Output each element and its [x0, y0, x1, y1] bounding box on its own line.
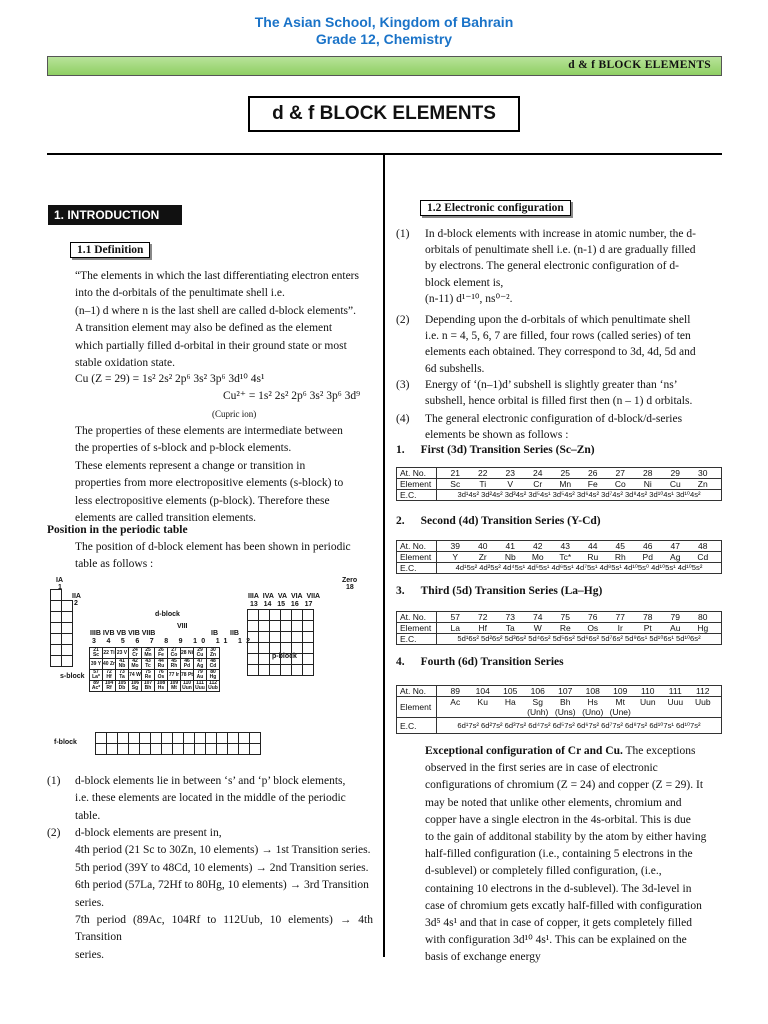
- right-list-line: Depending upon the d-orbitals of which penultimate shell: [425, 314, 691, 326]
- series-cell: 77: [615, 612, 625, 622]
- series-ec-values: 4d¹5s² 4d²5s² 4d⁴5s¹ 4d⁵5s¹ 4d⁶5s¹ 4d⁷5s¹ 4d⁸5s¹ 4d¹⁰5s⁰ 4d¹⁰5s¹ 4d¹⁰5s²: [437, 563, 722, 574]
- pt-d-cell: 74 W: [129, 670, 142, 681]
- pt-d-cell: 105 Db: [116, 681, 129, 692]
- series-ec-values: 6d¹7s² 6d²7s² 6d³7s² 6d⁴7s² 6d⁵7s² 6d⁶7s² 6d⁷7s² 6d⁸7s² 6d¹⁰7s¹ 6d¹⁰7s²: [437, 718, 722, 734]
- series-cell: 76: [588, 612, 598, 622]
- exceptional-line-rest: The exceptions: [622, 745, 696, 757]
- series-table: [396, 685, 722, 734]
- series-cell: Bh: [560, 697, 571, 707]
- pt-s-grid: [50, 589, 73, 667]
- series-cell: 57: [450, 612, 460, 622]
- electronic-config-heading: 1.2 Electronic configuration: [420, 200, 571, 216]
- series-row-label: E.C.: [397, 634, 437, 645]
- pt-ia: IA: [56, 577, 63, 584]
- right-list-number: (4): [396, 413, 410, 425]
- series-cell: Zn: [697, 479, 708, 489]
- pt-d-cell: 40 Zr: [103, 659, 116, 670]
- series-row-values: [437, 468, 722, 479]
- series-row-label: At. No.: [397, 612, 437, 623]
- left-list-line: 4th period (21 Sc to 30Zn, 10 elements) → 1st Transition series.: [75, 844, 371, 857]
- series-heading: [396, 444, 595, 456]
- left-list-number: (2): [47, 827, 61, 839]
- series-cell: Rh: [614, 552, 626, 562]
- series-cell: 47: [670, 541, 680, 551]
- series-cell: 75: [560, 612, 570, 622]
- right-list-line: Energy of ‘(n–1)d’ subshell is slightly greater than ‘ns’: [425, 379, 678, 391]
- series-cell: 73: [505, 612, 515, 622]
- series-cell: Pd: [642, 552, 653, 562]
- left-list-line: 6th period (57La, 72Hf to 80Hg, 10 elements) → 3rd Transition: [75, 879, 369, 892]
- series-cell: V: [507, 479, 514, 489]
- pt-d-cell: 48 Cd: [207, 659, 220, 670]
- pt-1: 1: [58, 584, 62, 591]
- series-cell: 74: [533, 612, 543, 622]
- exceptional-line: copper have a single electron in the 4s-orbital. This is due: [425, 813, 691, 826]
- series-cell: Tc*: [559, 552, 572, 562]
- series-row-label: Element: [397, 479, 437, 490]
- right-list-text: [425, 411, 722, 443]
- series-cell: 23: [505, 468, 515, 478]
- pt-d-cell: 108 Hs: [155, 681, 168, 692]
- pt-iia: IIA: [72, 593, 81, 600]
- pt-d-cell: 72 Hf: [103, 670, 116, 681]
- series-title: First (3d) Transition Series (Sc–Zn): [420, 444, 595, 456]
- right-list-text: [425, 377, 722, 409]
- series-cell: Fe: [587, 479, 598, 489]
- pt-groups: [250, 601, 312, 608]
- pt-d-cell: 21 Sc: [90, 648, 103, 659]
- pt-f-grid: [95, 732, 261, 755]
- pt-d-cell: 73 Ta: [116, 670, 129, 681]
- left-list-text: [75, 773, 373, 825]
- series-cell: Sg: [532, 697, 543, 707]
- pt-iiia: [248, 593, 320, 600]
- exceptional-line: containing 10 electrons in the d-sublevel). The 3d-level in: [425, 882, 692, 895]
- series-row-values: [437, 552, 722, 563]
- series-cell: Pt: [643, 623, 652, 633]
- series-row-label: Element: [397, 697, 437, 718]
- series-cell: Ac: [450, 697, 461, 707]
- right-list-text: [425, 312, 722, 377]
- series-cell: 109: [613, 686, 628, 696]
- definition-line: (n–1) d where n is the last shell are called d-block elements”.: [75, 304, 357, 317]
- series-number: 4.: [396, 656, 405, 668]
- pt-g13: 13: [250, 601, 258, 608]
- series-cell: Cu: [669, 479, 681, 489]
- series-row-label: Element: [397, 623, 437, 634]
- series-cell: 40: [478, 541, 488, 551]
- properties-line: These elements represent a change or transition in: [75, 459, 306, 472]
- exceptional-line: half-filled configuration (i.e., containing 5 electrons in the: [425, 848, 693, 861]
- pt-d-cell: 42 Mo: [129, 659, 142, 670]
- series-cell: Sc: [450, 479, 461, 489]
- series-cell: W: [533, 623, 542, 633]
- pt-2: 2: [74, 600, 78, 607]
- series-heading: [396, 656, 564, 668]
- section-introduction: 1. INTRODUCTION: [48, 205, 182, 225]
- series-cell: 41: [505, 541, 515, 551]
- series-ec-values: 5d¹6s² 5d²6s² 5d³6s² 5d⁴6s² 5d⁵6s² 5d⁶6s² 5d⁷6s² 5d⁹6s¹ 5d¹⁰6s¹ 5d¹⁰6s²: [437, 634, 722, 645]
- pt-viii: VIII: [177, 623, 188, 630]
- pt-d-cell: 22 Ti: [103, 648, 116, 659]
- left-list-line: 7th period (89Ac, 104Rf to 112Uub, 10 elements) → 4th Transition: [75, 914, 373, 944]
- left-list-text: [75, 825, 373, 964]
- pt-g15: 15: [277, 601, 286, 608]
- pt-d-cell: 29 Cu: [194, 648, 207, 659]
- left-list-line: d-block elements are present in,: [75, 827, 222, 839]
- pt-iiia-t: IIIA: [248, 593, 259, 600]
- left-list-line: table.: [75, 809, 101, 822]
- series-cell: Nb: [504, 552, 516, 562]
- exceptional-line: basis of exchange energy: [425, 951, 541, 964]
- series-cell: Mn: [559, 479, 572, 489]
- series-cell: Y: [452, 552, 459, 562]
- properties-line: The properties of these elements are intermediate between: [75, 425, 343, 437]
- definition-heading: 1.1 Definition: [70, 242, 150, 258]
- series-row-label: At. No.: [397, 541, 437, 552]
- series-heading: [396, 515, 601, 527]
- pt-d-cell: 47 Ag: [194, 659, 207, 670]
- series-cell: 29: [670, 468, 680, 478]
- pt-g17: 17: [304, 601, 313, 608]
- series-cell: Ku: [477, 697, 488, 707]
- pt-pblock: p-block: [272, 653, 297, 660]
- series-row-values: [437, 479, 722, 490]
- series-row-label: At. No.: [397, 686, 437, 697]
- pt-numbers: 3 4 5 6 7 8 9 10 11 12: [92, 638, 255, 645]
- series-cell: Ti: [479, 479, 487, 489]
- series-row-values: [437, 686, 722, 697]
- pt-d-cell: 30 Zn: [207, 648, 220, 659]
- pt-d-grid: [89, 647, 220, 692]
- exceptional-line: observed in the first series are in case of electronic: [425, 762, 658, 775]
- series-cell: 22: [478, 468, 488, 478]
- series-cell-alt: (Uno): [582, 707, 604, 717]
- series-cell: 89: [450, 686, 460, 696]
- series-cell: 107: [558, 686, 573, 696]
- series-cell: 26: [588, 468, 598, 478]
- series-cell: 78: [643, 612, 653, 622]
- series-row-label: Element: [397, 552, 437, 563]
- pt-d-cell: 27 Co: [168, 648, 181, 659]
- series-number: 1.: [396, 444, 405, 456]
- position-line: table as follows :: [75, 558, 154, 571]
- right-list-line: The general electronic configuration of d-block/d-series: [425, 413, 683, 425]
- series-cell: 21: [450, 468, 460, 478]
- exceptional-line: with configuration 3d¹⁰ 4s¹. This can be explained on the: [425, 934, 687, 947]
- series-cell: Uuu: [667, 697, 684, 707]
- properties-line: the properties of s-block and p-block elements.: [75, 442, 292, 455]
- series-title: Fourth (6d) Transition Series: [420, 656, 564, 668]
- grade-subject: Grade 12, Chemistry: [315, 31, 453, 47]
- position-text: [75, 539, 373, 574]
- pt-d-cell: 43 Tc: [142, 659, 155, 670]
- pt-d-cell: 76 Os: [155, 670, 168, 681]
- pt-d-cell: 104 Rf: [103, 681, 116, 692]
- column-divider: [383, 155, 385, 957]
- exceptional-line: configurations of chromium (Z = 24) and copper (Z = 29). It: [425, 779, 704, 792]
- series-row-values: [437, 697, 722, 718]
- definition-line: into the d-orbitals of the penultimate shell i.e.: [75, 287, 285, 300]
- pt-d-cell: 77 Ir: [168, 670, 181, 681]
- pt-d-cell: 39 Y: [90, 659, 103, 670]
- series-cell: Os: [587, 623, 599, 633]
- left-list-line: series.: [75, 948, 105, 961]
- series-cell: 106: [530, 686, 545, 696]
- pt-d-cell: 78 Pt: [181, 670, 194, 681]
- series-row-values: [437, 623, 722, 634]
- properties-text: [75, 423, 373, 527]
- right-list-line: block element is,: [425, 276, 504, 289]
- right-list-line: In d-block elements with increase in atomic number, the d-: [425, 228, 696, 240]
- series-cell: Zr: [478, 552, 487, 562]
- series-cell: Mo: [531, 552, 544, 562]
- series-cell: 48: [698, 541, 708, 551]
- series-cell: Mt: [615, 697, 625, 707]
- pt-d-cell: 109 Mt: [168, 681, 181, 692]
- series-cell: 104: [475, 686, 490, 696]
- pt-d-cell: 44 Ru: [155, 659, 168, 670]
- series-ec-values: 3d¹4s² 3d²4s² 3d³4s² 3d⁵4s¹ 3d⁵4s² 3d⁶4s² 3d⁷4s² 3d⁸4s² 3d¹⁰4s¹ 3d¹⁰4s²: [437, 490, 722, 501]
- pt-d-cell: 25 Mn: [142, 648, 155, 659]
- pt-d-cell: 46 Pd: [181, 659, 194, 670]
- position-heading: Position in the periodic table: [47, 524, 188, 536]
- series-cell: 72: [478, 612, 488, 622]
- series-cell: Ru: [587, 552, 599, 562]
- pt-d-cell: 106 Sg: [129, 681, 142, 692]
- series-title: Second (4d) Transition Series (Y-Cd): [420, 515, 601, 527]
- series-cell: Uun: [639, 697, 656, 707]
- series-cell: Hg: [697, 623, 709, 633]
- exceptional-config-text: [425, 743, 722, 967]
- series-cell: Cr: [533, 479, 543, 489]
- series-number: 2.: [396, 515, 405, 527]
- right-list-line: subshell, hence orbital is filled first then (n – 1) d orbitals.: [425, 395, 693, 408]
- series-cell: Re: [559, 623, 571, 633]
- definition-line: stable oxidation state.: [75, 357, 175, 370]
- pt-d-cell: 28 Ni: [181, 648, 194, 659]
- series-cell: Cd: [697, 552, 709, 562]
- pt-p-grid: [247, 609, 314, 676]
- pt-va-t: VA: [277, 593, 288, 600]
- pt-dblock: d-block: [155, 611, 180, 618]
- series-cell: 80: [698, 612, 708, 622]
- series-row-values: [437, 612, 722, 623]
- series-cell: Ta: [505, 623, 515, 633]
- series-cell-alt: (Unh): [527, 707, 549, 717]
- page-title: d & f BLOCK ELEMENTS: [248, 96, 520, 132]
- pt-iib: IIB: [230, 630, 239, 637]
- pt-d-cell: 26 Fe: [155, 648, 168, 659]
- pt-d-cell: 24 Cr: [129, 648, 142, 659]
- pt-iva-t: IVA: [262, 593, 274, 600]
- series-cell: 30: [698, 468, 708, 478]
- cupric-config: Cu²⁺ = 1s² 2s² 2p⁶ 3s² 3p⁶ 3d⁹: [223, 390, 361, 402]
- right-list-number: (3): [396, 379, 410, 391]
- right-list-line: 6d subshells.: [425, 362, 485, 375]
- right-list-line: orbitals of penultimate shell i.e. (n-1) d are gradually filled: [425, 244, 696, 257]
- series-cell: 45: [615, 541, 625, 551]
- pt-d-cell: 80 Hg: [207, 670, 220, 681]
- series-cell: 44: [588, 541, 598, 551]
- pt-d-cell: 41 Nb: [116, 659, 129, 670]
- properties-line: properties from more electropositive elements (s-block) to: [75, 477, 344, 490]
- series-cell: Hf: [478, 623, 487, 633]
- right-list-number: (2): [396, 314, 410, 326]
- pt-d-cell: 111 Uuu: [195, 680, 205, 691]
- exceptional-line: d-sublevel) or completely filled configuration, (i.e.,: [425, 865, 662, 878]
- exceptional-line: case of chromium gets excatly half-filled with configuration: [425, 899, 702, 912]
- right-list-number: (1): [396, 228, 410, 240]
- school-name: The Asian School, Kingdom of Bahrain: [254, 14, 514, 30]
- series-cell: Hs: [587, 697, 598, 707]
- properties-line: elements are called transition elements.: [75, 512, 257, 525]
- pt-d-cell: 45 Rh: [168, 659, 181, 670]
- cupric-label: (Cupric ion): [212, 409, 257, 419]
- series-row-label: E.C.: [397, 490, 437, 501]
- pt-d-cell: 75 Re: [142, 670, 155, 681]
- right-list-line: elements be shown as follows :: [425, 429, 569, 442]
- series-cell: Ir: [617, 623, 623, 633]
- pt-sblock: s-block: [60, 673, 85, 680]
- series-cell: 110: [640, 686, 655, 696]
- series-cell-alt: (Uns): [554, 707, 576, 717]
- pt-d-cell: 110 Uun: [182, 680, 192, 691]
- right-list-line: elements each obtained. They correspond to 3d, 4d, 5d and: [425, 346, 696, 359]
- pt-viia-t: VIIA: [306, 593, 321, 600]
- exceptional-line: to the gain of additonal stability by the atom by either having: [425, 831, 707, 844]
- pt-zero: Zero: [342, 577, 358, 584]
- right-list-line: by electrons. The general electronic configuration of d-: [425, 260, 679, 273]
- pt-d-cell: 107 Bh: [142, 681, 155, 692]
- pt-fblock: f-block: [54, 739, 77, 746]
- series-cell: 28: [643, 468, 653, 478]
- exceptional-line: [425, 743, 722, 760]
- series-title: Third (5d) Transition Series (La–Hg): [420, 585, 603, 597]
- series-cell: 27: [615, 468, 625, 478]
- series-cell: 46: [643, 541, 653, 551]
- series-cell: Co: [614, 479, 626, 489]
- series-cell: 42: [533, 541, 543, 551]
- series-cell: Ag: [670, 552, 681, 562]
- pt-d-cell: 57 La*: [90, 670, 103, 681]
- left-list-line: series.: [75, 896, 105, 909]
- series-heading: [396, 585, 602, 597]
- pt-ib: IB: [211, 630, 218, 637]
- left-list-number: (1): [47, 775, 61, 787]
- series-cell: Au: [670, 623, 681, 633]
- series-row-label: E.C.: [397, 563, 437, 574]
- series-table: [396, 467, 722, 501]
- series-cell: Ha: [504, 697, 516, 707]
- right-list-line: (n-11) d¹⁻¹⁰, ns⁰⁻².: [425, 292, 513, 305]
- series-cell: 43: [560, 541, 570, 551]
- pt-d-cell: 112 Uub: [208, 680, 218, 691]
- definition-line: “The elements in which the last differentiating electron enters: [75, 270, 359, 282]
- series-cell: 39: [450, 541, 460, 551]
- right-list-text: [425, 226, 722, 307]
- series-cell: Ni: [643, 479, 652, 489]
- chapter-band-label: d & f BLOCK ELEMENTS: [568, 59, 711, 71]
- series-cell: 112: [695, 686, 710, 696]
- definition-line: A transition element may also be defined as the element: [75, 322, 333, 335]
- series-table: [396, 540, 722, 574]
- pt-d-cell: 89 Ac*: [90, 681, 103, 692]
- series-number: 3.: [396, 585, 405, 597]
- series-cell: La: [450, 623, 460, 633]
- series-row-label: At. No.: [397, 468, 437, 479]
- series-cell: 108: [585, 686, 600, 696]
- exceptional-line: 3d⁵ 4s¹ and that in case of copper, it gets completely filled: [425, 917, 692, 930]
- pt-d-cell: 23 V: [116, 648, 129, 659]
- series-cell: 105: [503, 686, 518, 696]
- pt-via-t: VIA: [290, 593, 303, 600]
- position-line: The position of d-block element has been shown in periodic: [75, 541, 351, 553]
- definition-line: which partially filled d-orbital in their ground state or most: [75, 339, 347, 352]
- left-list-line: d-block elements lie in between ‘s’ and ‘p’ block elements,: [75, 775, 346, 787]
- series-row-values: [437, 541, 722, 552]
- pt-subgroups: IIIB IVB VB VIB VIIB: [90, 630, 156, 637]
- series-cell-alt: (Une): [609, 707, 631, 717]
- definition-text: [75, 268, 373, 372]
- exceptional-bold: Exceptional configuration of Cr and Cu.: [425, 745, 623, 757]
- periodic-table-diagram: [40, 575, 370, 755]
- left-list-line: 5th period (39Y to 48Cd, 10 elements) → 2nd Transition series.: [75, 861, 369, 874]
- left-list-line: i.e. these elements are located in the middle of the periodic: [75, 792, 346, 805]
- right-list-line: i.e. n = 4, 5, 6, 7 are filled, four rows (called series) of ten: [425, 330, 691, 343]
- pt-g16: 16: [290, 601, 299, 608]
- series-cell: 25: [560, 468, 570, 478]
- series-cell: 24: [533, 468, 543, 478]
- series-row-label: E.C.: [397, 718, 437, 734]
- exceptional-line: may be noted that unlike other elements, chromium and: [425, 796, 682, 809]
- series-cell: 79: [670, 612, 680, 622]
- copper-config: Cu (Z = 29) = 1s² 2s² 2p⁶ 3s² 3p⁶ 3d¹⁰ 4s¹: [75, 373, 265, 385]
- pt-d-cell: 79 Au: [194, 670, 207, 681]
- pt-g14: 14: [263, 601, 272, 608]
- series-cell: Uub: [694, 697, 711, 707]
- pt-18: 18: [346, 584, 354, 591]
- series-cell: 111: [668, 686, 682, 696]
- properties-line: less electropositive elements (p-block). Therefore these: [75, 494, 330, 507]
- series-table: [396, 611, 722, 645]
- chapter-band: [47, 56, 722, 76]
